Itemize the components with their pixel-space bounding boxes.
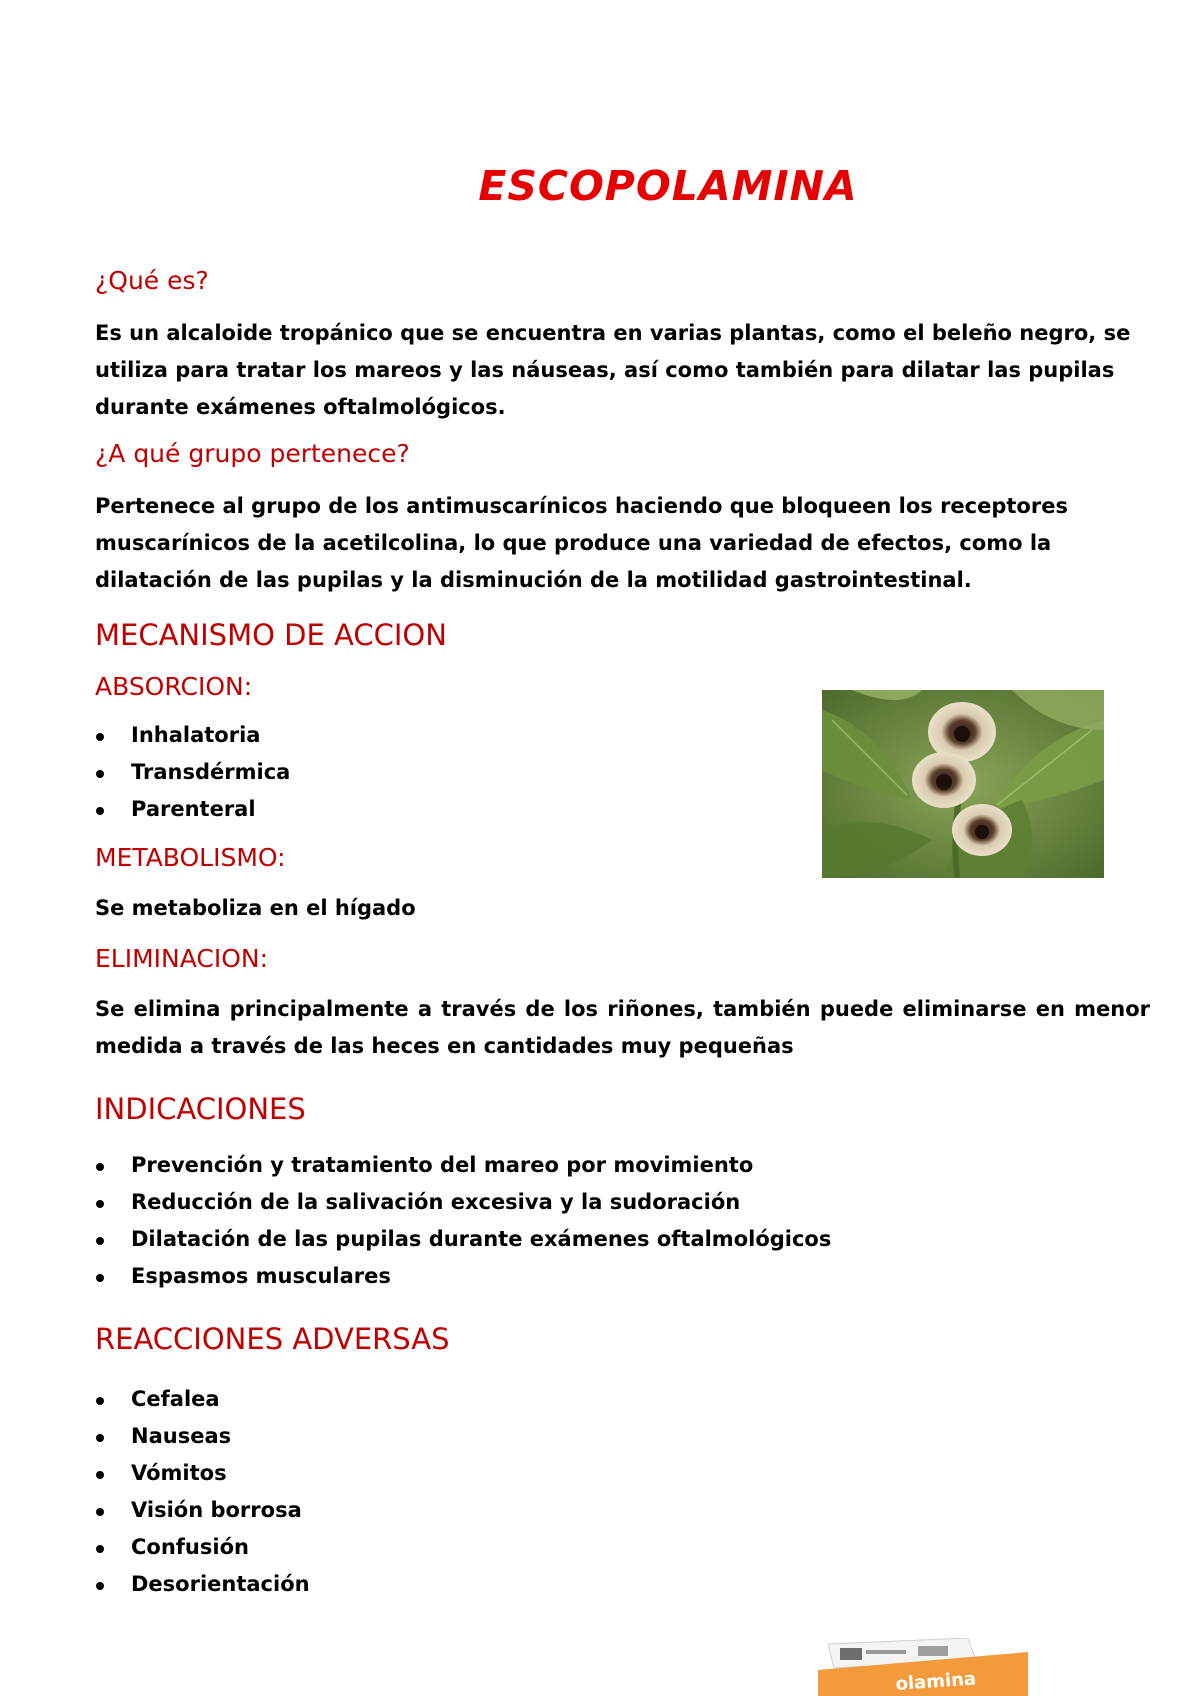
heading-metabolismo: METABOLISMO: (95, 843, 286, 872)
henbane-flower-photo-svg (822, 690, 1104, 878)
list-item: Nauseas (95, 1418, 1150, 1455)
paragraph-metabolismo: Se metaboliza en el hígado (95, 896, 416, 920)
medicine-box-svg (818, 1638, 1028, 1696)
list-item: Dilatación de las pupilas durante exámenes oftalmológicos (95, 1221, 1150, 1258)
henbane-flower-photo (822, 690, 1104, 878)
paragraph-que-es: Es un alcaloide tropánico que se encuentra en varias plantas, como el beleño negro, se utiliza para tratar los mareos y las náuseas, así como también para dilatar las pupilas durante exámenes oftalmológicos. (95, 321, 1131, 419)
heading-indicaciones: INDICACIONES (95, 1092, 306, 1126)
list-reacciones (95, 1381, 1150, 1603)
list-item: Desorientación (95, 1566, 1150, 1603)
list-item: Inhalatoria (95, 717, 1150, 754)
heading-reacciones: REACCIONES ADVERSAS (95, 1322, 450, 1356)
heading-absorcion: ABSORCION: (95, 672, 253, 701)
list-item: Reducción de la salivación excesiva y la sudoración (95, 1184, 1150, 1221)
list-item: Espasmos musculares (95, 1258, 1150, 1295)
list-item: Transdérmica (95, 754, 1150, 791)
list-item: Visión borrosa (95, 1492, 1150, 1529)
document-title: ESCOPOLAMINA (478, 162, 858, 210)
list-indicaciones (95, 1147, 1150, 1295)
heading-grupo: ¿A qué grupo pertenece? (95, 439, 410, 468)
list-item: Vómitos (95, 1455, 1150, 1492)
heading-eliminacion: ELIMINACION: (95, 944, 269, 973)
document-body (95, 265, 1150, 1603)
medicine-box-thumbnail (818, 1638, 1028, 1696)
heading-que-es: ¿Qué es? (95, 266, 209, 295)
medicine-box-label: olamina (894, 1668, 977, 1695)
paragraph-grupo: Pertenece al grupo de los antimuscarínicos haciendo que bloqueen los receptores muscarínicos de la acetilcolina, lo que produce una variedad de efectos, como la dilatación de las pupilas y la disminución de la motilidad gastrointestinal. (95, 494, 1068, 592)
list-item: Confusión (95, 1529, 1150, 1566)
list-item: Prevención y tratamiento del mareo por movimiento (95, 1147, 1150, 1184)
list-item: Parenteral (95, 791, 1150, 828)
paragraph-eliminacion: Se elimina principalmente a través de los riñones, también puede eliminarse en menor medida a través de las heces en cantidades muy pequeñas (95, 997, 1150, 1058)
heading-mecanismo: MECANISMO DE ACCION (95, 618, 447, 652)
list-item: Cefalea (95, 1381, 1150, 1418)
